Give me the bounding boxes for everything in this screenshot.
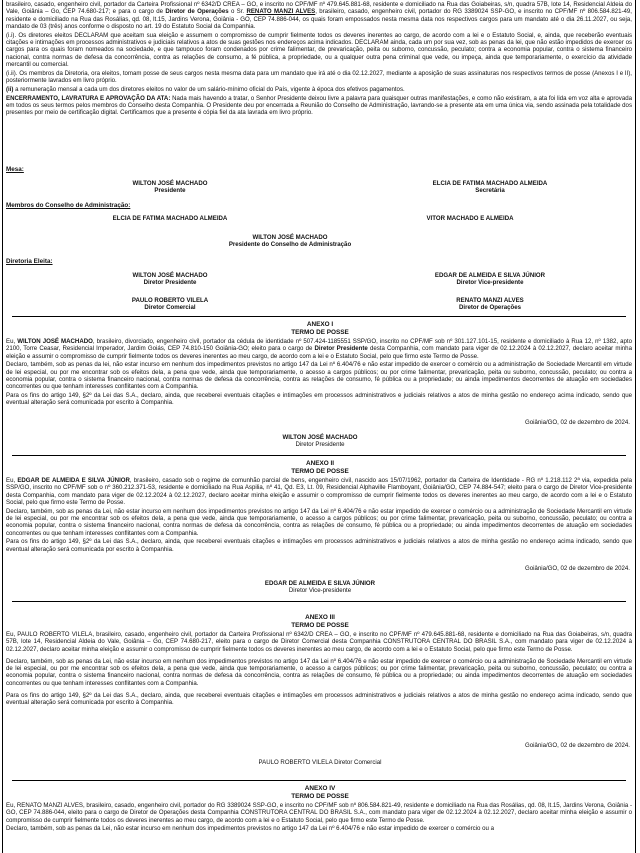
annex-heading: [0, 785, 640, 800]
paragraph: Para os fins do artigo 149, §2º da Lei das S.A., declaro, ainda, que receberei eventuais citações e intimações em processos administrativos e judiciais relativos a atos de minha gestão no endereço acima indicado, sendo que eventual alteração será comunicada por escrito à Companhia.: [6, 538, 632, 553]
annex-body: [6, 631, 632, 708]
annex-subtitle: TERMO DE POSSE: [291, 621, 349, 629]
section-heading-conselho: Membros do Conselho de Administração:: [6, 202, 131, 209]
signature-block: [170, 234, 410, 249]
text-bold: Diretor Presidente: [314, 345, 368, 353]
text-bold: WILTON JOSÉ MACHADO: [17, 338, 93, 345]
signer-role: Diretor Vice-presidente: [456, 279, 524, 287]
annex-title: ANEXO III: [305, 614, 335, 621]
text: , brasileiro, casado sob o regime de comunhão parcial de bens, engenheiro civil, nascido aos 15/07/1962, portador da Carteira de Identidade - RG nº 1.218.112 2ª via, expedida pela SSP/GO, inscrito no CPF/MF sob o nº 360.212.371-53, residente e domiciliado na Rua Aspilia, nº 41, Qd. E3, Lt. 09, Residencial Alphaville Flamboyant, Goiânia/GO, CEP 74.884-547; eleito para o cargo de Diretor Vice-presidente desta Companhia, com mandato para viger de 02.12.2024 à 02.12.2027, declaro aceitar minha eleição e assumir o compromisso de cumprir fielmente todos os deveres inerentes ao meu cargo, de acordo com a lei e o Estatuto Social, pelo que firmo este Termo de Posse.: [6, 477, 632, 506]
signature-block: [0, 434, 640, 448]
signer-name: WILTON JOSÉ MACHADO: [132, 180, 208, 187]
signer-name: EDGAR DE ALMEIDA E SILVA JÚNIOR: [434, 272, 546, 279]
text: desta Companhia, com mandato para viger de 02.12.2024 à 02.12.2027, declaro aceitar minha eleição e assumir o compromisso de cumprir fielmente todos os deveres inerentes ao meu cargo, de acordo com a lei e o Estatuto Social, pelo que firmo este Termo de Posse.: [6, 345, 632, 360]
divider: [12, 455, 626, 456]
signer-role: Diretor de Operações: [459, 304, 521, 312]
paragraph: Declaro, também, sob as penas da Lei, não estar incurso em nenhum dos impedimentos previstos no artigo 147 da Lei nº 6.404/76 e não estar impedido de exercer o comércio ou a administração de Sociedade Mercantil em virtude de lei especial, ou por me encontrar sob os efeitos dela, a pena que vede, ainda que temporariamente, o acesso a cargos públicos; ou por crime falimentar, prevaricação, peita ou suborno, concussão, peculato; ou contra a economia popular, contra o sistema financeiro nacional, contra normas de defesa da concorrência, contra as relações de consumo, fé pública ou a propriedade; ou ainda impedimentos decorrentes de atuação em sociedades concorrentes ou que tenham interesses conflitantes com a Companhia.: [6, 657, 632, 687]
text: Eu,: [6, 338, 16, 345]
text: o Sr.: [230, 8, 245, 16]
signer-role: Secretária: [475, 187, 505, 195]
signer-name: WILTON JOSÉ MACHADO: [252, 234, 328, 241]
date-line: Goiânia/GO, 02 de dezembro de 2024.: [524, 565, 630, 572]
text-bold: ENCERRAMENTO, LAVRATURA E APROVAÇÃO DA ATA:: [6, 94, 171, 102]
signer-name: VITOR MACHADO E ALMEIDA: [426, 215, 514, 222]
annex-heading: [0, 321, 640, 336]
paragraph-declaration: (i.i). Os diretores eleitos DECLARAM que aceitam sua eleição e assumem o compromisso de cumprir fielmente todos os deveres inerentes ao cargo, de acordo com a lei e o Estatuto Social, e, ainda, que receberão eventuais citações e intimações em processos administrativos e judiciais relativos a atos de suas gestões nos endereços acima indicados. DECLARAM ainda, cada um por sua vez, sob as penas da lei, que não estão impedidos de exercer os cargos para os quais foram nomeados na sociedade, e que tampouco foram condenados por crime falimentar, de prevaricação, peita ou suborno, concussão, peculato; contra a economia popular, contra o sistema financeiro nacional, contra normas de defesa da concorrência, contra as relações de consumo, a fé pública, a propriedade, ou a qualquer outra pena criminal que vede, ou impeça, ainda que temporariamente, o exercício da atividade mercantil ou comercial.: [6, 31, 632, 68]
signature-block: [380, 180, 600, 195]
signature-block: [380, 297, 600, 312]
signer-name: ELCIA DE FATIMA MACHADO ALMEIDA: [112, 215, 228, 222]
page-border: [2, 0, 636, 853]
annex-body: [6, 477, 632, 554]
paragraph: Declaro, também, sob as penas da Lei, não estar incurso em nenhum dos impedimentos previstos no artigo 147 da Lei nº 6.404/76 e não estar impedido de exercer o comércio ou a: [6, 825, 494, 833]
paragraph: Eu, RENATO MANZI ALVES, brasileiro, casado, engenheiro civil, portador do RG 3389024 SSP-GO, e inscrito no CPF/MF sob nº 806.584.821-49, residente e domiciliado na Rua das Rosálias, qd. 08, lt.15, Jardins Verona, Goiânia - GO, CEP 74.886-044, eleito para o cargo de Diretor de Operações desta Companhia CONSTRUTORA CENTRAL DO BRASIL S.A., com mandato para viger de 02.12.2024 à 02.12.2027, declaro aceitar minha eleição e assumir o compromisso de cumprir fielmente todos os deveres inerentes ao meu cargo, de acordo com a lei e o Estatuto Social, pelo que firmo este Termo de Posse.: [6, 802, 632, 824]
paragraph: Eu, PAULO ROBERTO VILELA, brasileiro, casado, engenheiro civil, portador da Carteira Profissional nº 6342/D CREA – GO, e inscrito no CPF/MF nº 479.645.881-68, residente e domiciliado na Rua das Goiabeiras, s/n, quadra 57B, lote 14, Residencial Aldeia do Vale, Goiânia – Go, CEP 74.680-217, eleito para o cargo de Diretor Comercial desta Companhia CONSTRUTORA CENTRAL DO BRASIL S.A., com mandato para viger de 02.12.2024 à 02.12.2027, declaro aceitar minha eleição e assumir o compromisso de cumprir fielmente todos os deveres inerentes ao meu cargo, de acordo com a lei e o Estatuto Social, pelo que firmo este Termo de Posse.: [6, 631, 632, 653]
text-bold: RENATO MANZI ALVES: [246, 8, 316, 16]
annex-subtitle: TERMO DE POSSE: [291, 792, 349, 800]
divider: [12, 780, 626, 781]
signer-name: WILTON JOSÉ MACHADO: [132, 272, 208, 279]
annex-body: [6, 802, 632, 834]
signer-name: WILTON JOSÉ MACHADO: [282, 434, 358, 441]
minutes-body: [6, 1, 632, 118]
text: Eu,: [6, 477, 16, 484]
annex-heading: [0, 460, 640, 475]
signer-role: Presidente do Conselho de Administração: [228, 241, 352, 249]
signature-block: [0, 759, 640, 766]
text-bold: Diretor de Operações: [165, 8, 229, 16]
signer-role: Diretor Presidente: [143, 279, 197, 287]
signature-block: [70, 297, 270, 312]
annex-body: [6, 338, 632, 408]
signer-name: ELCIA DE FATIMA MACHADO ALMEIDA: [432, 180, 548, 187]
paragraph-posse: (i.ii). Os membros da Diretoria, ora eleitos, tomam posse de seus cargos nesta mesma data para um mandato que irá até o dia 02.12.2027, mediante a aposição de suas assinaturas nos respectivos termos de posse (Anexos I e II), posteriormente lavrados em livro próprio.: [6, 69, 632, 84]
paragraph: Declaro, também, sob as penas da lei, não estar incurso em nenhum dos impedimentos previstos no artigo 147 da Lei nº 6.404/76 e não estar impedido de exercer o comércio ou a administração de Sociedade Mercantil em virtude de lei especial, ou por me encontrar sob os efeitos dela, a pena que vede, ainda que temporariamente, o acesso a cargos públicos; ou por crime falimentar, prevaricação, peita ou suborno, concussão, peculato; ou contra a economia popular, contra o sistema financeiro nacional, contra normas de defesa da concorrência, contra as relações de consumo, fé pública ou a propriedade; ou ainda impedimentos decorrentes de atuação em sociedades concorrentes ou que tenham interesses conflitantes com a Companhia.: [6, 361, 632, 391]
signer-role: Presidente: [154, 187, 186, 195]
annex-heading: [0, 614, 640, 629]
paragraph-remuneration: [6, 86, 632, 93]
divider: [12, 316, 626, 317]
date-line: Goiânia/GO, 02 de dezembro de 2024.: [524, 419, 630, 426]
signer-name: PAULO ROBERTO VILELA: [131, 297, 209, 304]
signer-role: Diretor Vice-presidente: [288, 587, 352, 595]
signature-block: [380, 272, 600, 287]
annex-title: ANEXO I: [306, 321, 334, 328]
text: brasileiro, casado, engenheiro civil, portador da Carteira Profissional nº 6342/D CREA – GO, e inscrito no CPF/MF nº 479.645.881-68, residente e domiciliado na Rua das Goiabeiras, s/n, quadra 57B, lote 14, Residencial Aldeia do Vale, Goiânia – Go, CEP 74.680-217; e para o cargo de: [6, 1, 632, 16]
text-bold: EDGAR DE ALMEIDA E SILVA JÚNIOR: [17, 477, 130, 484]
signer-name: PAULO ROBERTO VILELA: [258, 759, 333, 766]
signature-block: [370, 215, 570, 222]
paragraph-closing: [6, 95, 632, 117]
paragraph: Para os fins do artigo 149, §2º da Lei das S.A., declaro, ainda, que receberei eventuais citações e intimações em processos administrativos e judiciais relativos a atos de minha gestão no endereço acima indicado, sendo que eventual alteração será comunicada por escrito à Companhia.: [6, 392, 632, 407]
signer-name: EDGAR DE ALMEIDA E SILVA JÚNIOR: [264, 580, 376, 587]
paragraph: Para os fins do artigo 149, §2º da Lei das S.A., declaro, ainda, que receberei eventuais citações e intimações em processos administrativos e judiciais relativos a atos de minha gestão no endereço acima indicado, sendo que eventual alteração será comunicada por escrito à Companhia.: [6, 692, 632, 707]
paragraph: [6, 477, 632, 506]
paragraph: [6, 338, 632, 360]
signature-block: [60, 215, 280, 222]
divider: [12, 601, 626, 602]
paragraph-election: [6, 1, 632, 30]
signature-block: [0, 580, 640, 594]
text: Nada mais havendo a tratar, o Senhor Presidente deixou livre a palavra para quaisquer outras manifestações, e como não existiram, a ata foi lida em voz alta e aprovada em todos os seus termos pelos membros do Conselho desta Companhia. O Presidente deu por encerrada a Reunião do Conselho de Administração, lavrando-se a presente ata em uma única via, sendo assinada pela totalidade dos presentes por meio de certificação digital. Certificamos que a presente é cópia fiel da ata lavrada em livro próprio.: [6, 94, 632, 117]
text: , brasileiro, divorciado, engenheiro civil, portador da cédula de identidade nº 507.424-1185551 SSP/GO, inscrito no CPF/MF sob nº 301.127.101-15, residente e domiciliado à Rua 12, nº 1382, apto 2100, Torre Ceasar, Residencial Imperador, Jardim Goiás, CEP 74.810-150 Goiânia-GO; eleito para o cargo de: [6, 338, 632, 353]
text: a remuneração mensal a cada um dos diretores eleitos no valor de um salário-mínimo oficial do País, vigente à época dos efetivos pagamentos.: [15, 85, 405, 93]
annex-subtitle: TERMO DE POSSE: [291, 467, 349, 475]
signer-role: Diretor Presidente: [295, 441, 345, 449]
annex-title: ANEXO II: [305, 460, 335, 467]
signer-role: Diretor Comercial: [334, 759, 382, 766]
signature-block: [70, 180, 270, 195]
signer-name: RENATO MANZI ALVES: [456, 297, 524, 304]
paragraph: Declaro, também, sob as penas da Lei, não estar incurso em nenhum dos impedimentos previstos no artigo 147 da Lei nº 6.404/76 e não estar impedido de exercer o comércio ou a administração de Sociedade Mercantil em virtude de lei especial, ou por me encontrar sob os efeitos dela, a pena que vede, ainda que temporariamente, o acesso a cargos públicos; ou por crime falimentar, prevaricação, peita ou suborno, concussão, peculato; ou contra a economia popular, contra o sistema financeiro nacional, contra normas de defesa da concorrência, contra as relações de consumo, fé pública ou a propriedade; ou ainda impedimentos decorrentes de atuação em sociedades concorrentes ou que tenham interesses conflitantes com a Companhia.: [6, 507, 632, 537]
text-bold: (ii): [6, 85, 14, 93]
signer-role: Diretor Comercial: [144, 304, 196, 312]
signature-block: [70, 272, 270, 287]
date-line: Goiânia/GO, 02 de dezembro de 2024.: [524, 742, 630, 749]
annex-title: ANEXO IV: [304, 785, 336, 792]
section-heading-diretoria: Diretoria Eleita:: [6, 258, 53, 265]
section-heading-mesa: Mesa:: [6, 166, 24, 173]
annex-subtitle: TERMO DE POSSE: [291, 328, 349, 336]
text: , brasileiro, casado, engenheiro civil, portador do RG 3389024 SSP-GO, e inscrito no CPF/MF nº 806.584.821-49, residente e domiciliado na Rua das Rosálias, qd. 08, lt.15, Jardins Verona, Goiânia - GO, CEP 74.886-044, os quais foram empossados nesta mesma data nos respectivos cargos para um mandato até o dia 26.11.2027, ou seja, mandato de 03 (três) anos conforme o disposto no art. 19 do Estatuto Social da Companhia.: [6, 8, 632, 30]
